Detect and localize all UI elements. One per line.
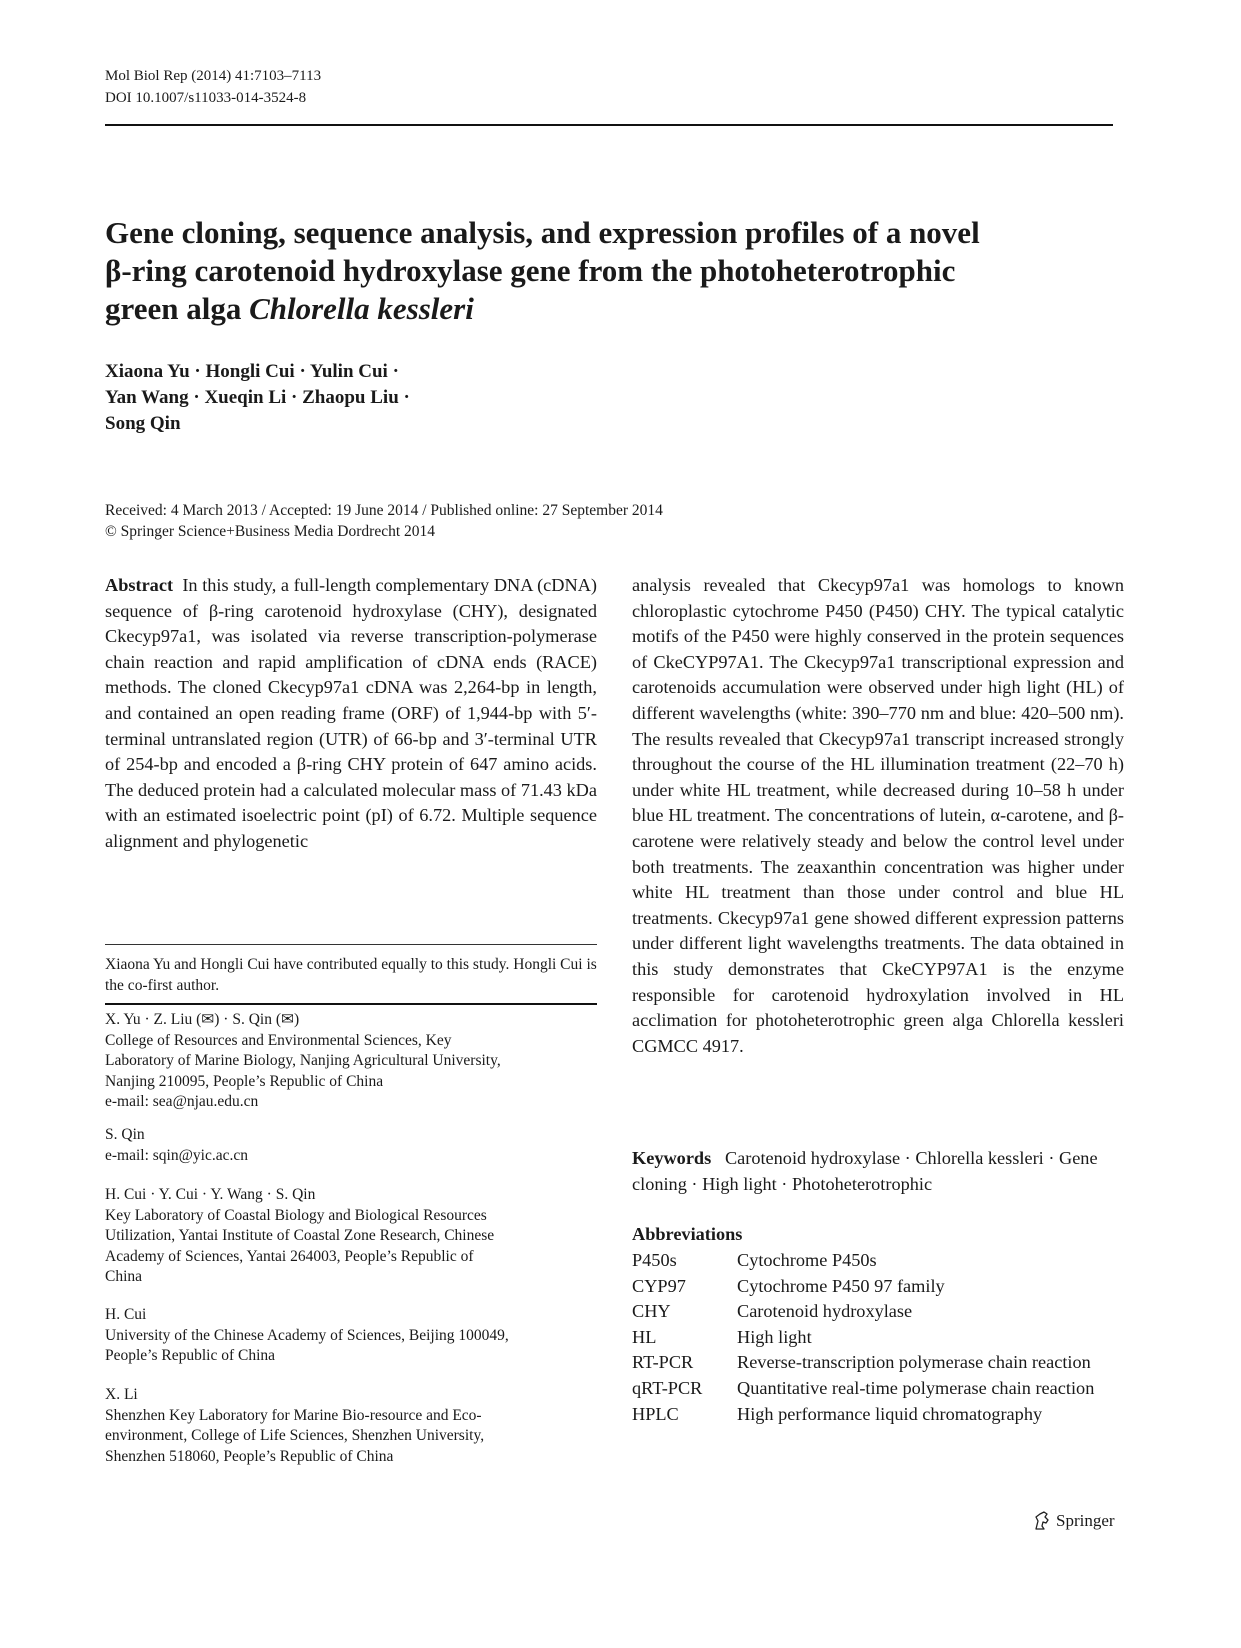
- abbreviations-table: [632, 1248, 1124, 1427]
- table-row: [632, 1248, 1124, 1274]
- affiliation-line: Shenzhen 518060, People’s Republic of China: [105, 1447, 394, 1465]
- affiliation-line: China: [105, 1268, 143, 1285]
- abbr-term: CHY: [632, 1301, 671, 1322]
- abbreviations-heading: Abbreviations: [632, 1224, 743, 1244]
- affiliation-line: University of the Chinese Academy of Sciences, Beijing 100049,: [105, 1326, 509, 1344]
- affiliation-line: Laboratory of Marine Biology, Nanjing Agricultural University,: [105, 1052, 501, 1069]
- authors-line-1: Xiaona Yu · Hongli Cui · Yulin Cui ·: [105, 361, 399, 382]
- affiliation-line: Key Laboratory of Coastal Biology and Biological Resources: [105, 1206, 487, 1224]
- abbr-definition: High performance liquid chromatography: [737, 1403, 1043, 1424]
- abbr-term: HPLC: [632, 1403, 679, 1424]
- dates-line: Received: 4 March 2013 / Accepted: 19 June 2014 / Published online: 27 September 2014: [105, 502, 663, 519]
- affiliation-3: [105, 1185, 597, 1288]
- abstract-left: [105, 573, 597, 855]
- authors-line-2: Yan Wang · Xueqin Li · Zhaopu Liu ·: [105, 387, 410, 408]
- abbr-definition: Quantitative real-time polymerase chain reaction: [737, 1377, 1095, 1398]
- affiliation-names: H. Cui: [105, 1306, 147, 1323]
- affiliation-4: [105, 1305, 597, 1367]
- table-row: [632, 1325, 1124, 1351]
- affiliation-line: environment, College of Life Sciences, Shenzhen University,: [105, 1427, 485, 1444]
- email-link[interactable]: e-mail: sqin@yic.ac.cn: [105, 1146, 248, 1164]
- abstract-heading: Abstract: [105, 575, 174, 595]
- affiliation-line: College of Resources and Environmental Sciences, Key: [105, 1031, 452, 1049]
- abstract-right: analysis revealed that Ckecyp97a1 was homologs to known chloroplastic cytochrome P450 (P450) CHY. The typical catalytic motifs of the P450 were highly conserved in the protein sequences of CkeCYP97A1. The Ckecyp97a1 transcriptional expression and carotenoids accumulation were observed under high light (HL) of different wavelengths (white: 390–770 nm and blue: 420–500 nm). The results revealed that Ckecyp97a1 transcript increased strongly throughout the course of the HL illumination treatment (22–70 h) under white HL treatment, while decreased during 10–58 h under blue HL treatment. The concentrations of lutein, α-carotene, and β-carotene were relatively steady and below the control level under both treatments. The zeaxanthin concentration was higher under white HL treatment than those under control and blue HL treatments. Ckecyp97a1 gene showed different expression patterns under different light wavelengths treatments. The data obtained in this study demonstrates that CkeCYP97A1 is the enzyme responsible for carotenoid hydroxylation involved in HL acclimation for photoheterotrophic green alga Chlorella kessleri CGMCC 4917.: [632, 575, 1124, 1056]
- title-line-2: β-ring carotenoid hydroxylase gene from the photoheterotrophic: [105, 253, 956, 288]
- affiliation-names: H. Cui · Y. Cui · Y. Wang · S. Qin: [105, 1186, 316, 1203]
- author-list: [105, 359, 705, 437]
- keywords-heading: Keywords: [632, 1148, 712, 1168]
- header-rule: [105, 124, 1113, 126]
- abbr-definition: Cytochrome P450s: [737, 1250, 877, 1270]
- doi: DOI 10.1007/s11033-014-3524-8: [105, 90, 307, 106]
- affiliation-names: X. Yu · Z. Liu (✉) · S. Qin (✉): [105, 1011, 300, 1028]
- affiliation-1: [105, 1010, 597, 1113]
- affiliation-line: Academy of Sciences, Yantai 264003, People’s Republic of: [105, 1247, 474, 1265]
- abstract-text-left: In this study, a full-length complementary DNA (cDNA) sequence of β-ring carotenoid hydroxylase (CHY), designated Ckecyp97a1, was isolated via reverse transcription-polymerase chain reaction and rapid amplification of cDNA ends (RACE) methods. The cloned Ckecyp97a1 cDNA was 2,264-bp in length, and contained an open reading frame (ORF) of 1,944-bp with 5′-terminal untranslated region (UTR) of 66-bp and 3′-terminal UTR of 254-bp and encoded a β-ring CHY protein of 647 amino acids. The deduced protein had a calculated molecular mass of 71.43 kDa with an estimated isoelectric point (pI) of 6.72. Multiple sequence alignment and phylogenetic: [105, 575, 597, 851]
- title-line-3: green alga: [105, 291, 250, 326]
- authors-line-3: Song Qin: [105, 413, 181, 434]
- footnote-rule: [105, 944, 597, 945]
- title-line-1: Gene cloning, sequence analysis, and expression profiles of a novel: [105, 215, 980, 250]
- abbr-term: CYP97: [632, 1275, 686, 1296]
- abbr-definition: Carotenoid hydroxylase: [737, 1301, 913, 1322]
- title-species: Chlorella kessleri: [249, 291, 474, 326]
- copyright: © Springer Science+Business Media Dordrecht 2014: [105, 523, 436, 540]
- abbr-definition: High light: [737, 1326, 812, 1347]
- abbr-definition: Cytochrome P450 97 family: [737, 1275, 945, 1296]
- table-row: [632, 1376, 1124, 1402]
- table-row: [632, 1402, 1124, 1428]
- affiliation-line: People’s Republic of China: [105, 1347, 276, 1364]
- abbr-definition: Reverse-transcription polymerase chain reaction: [737, 1352, 1091, 1373]
- affiliation-names: X. Li: [105, 1386, 138, 1403]
- affiliation-line: Utilization, Yantai Institute of Coastal Zone Research, Chinese: [105, 1227, 495, 1244]
- abbr-term: qRT-PCR: [632, 1377, 703, 1398]
- publisher-logo: [1033, 1510, 1115, 1532]
- abbr-term: HL: [632, 1326, 657, 1347]
- publication-dates: [105, 500, 905, 542]
- affiliation-5: [105, 1385, 597, 1467]
- equal-contribution-note: Xiaona Yu and Hongli Cui have contributed equally to this study. Hongli Cui is the co-first author.: [105, 956, 597, 994]
- table-row: [632, 1274, 1124, 1300]
- table-row: [632, 1299, 1124, 1325]
- table-row: [632, 1350, 1124, 1376]
- springer-horse-icon: [1033, 1511, 1051, 1531]
- abbr-term: RT-PCR: [632, 1352, 694, 1373]
- affiliation-rule: [105, 1003, 597, 1005]
- publisher-name: Springer: [1056, 1511, 1115, 1530]
- abbr-term: P450s: [632, 1250, 677, 1270]
- keywords-list: Carotenoid hydroxylase · Chlorella kessleri · Gene cloning · High light · Photoheterotrophic: [632, 1148, 1098, 1194]
- affiliation-line: Nanjing 210095, People’s Republic of China: [105, 1072, 384, 1090]
- journal-citation: Mol Biol Rep (2014) 41:7103–7113: [105, 68, 322, 84]
- affiliation-line: Shenzhen Key Laboratory for Marine Bio-resource and Eco-: [105, 1406, 482, 1424]
- email-link[interactable]: e-mail: sea@njau.edu.cn: [105, 1093, 259, 1110]
- paper-title: [105, 214, 1105, 328]
- keywords: [632, 1145, 1124, 1197]
- affiliation-names: S. Qin: [105, 1126, 145, 1143]
- affiliation-2: [105, 1125, 597, 1166]
